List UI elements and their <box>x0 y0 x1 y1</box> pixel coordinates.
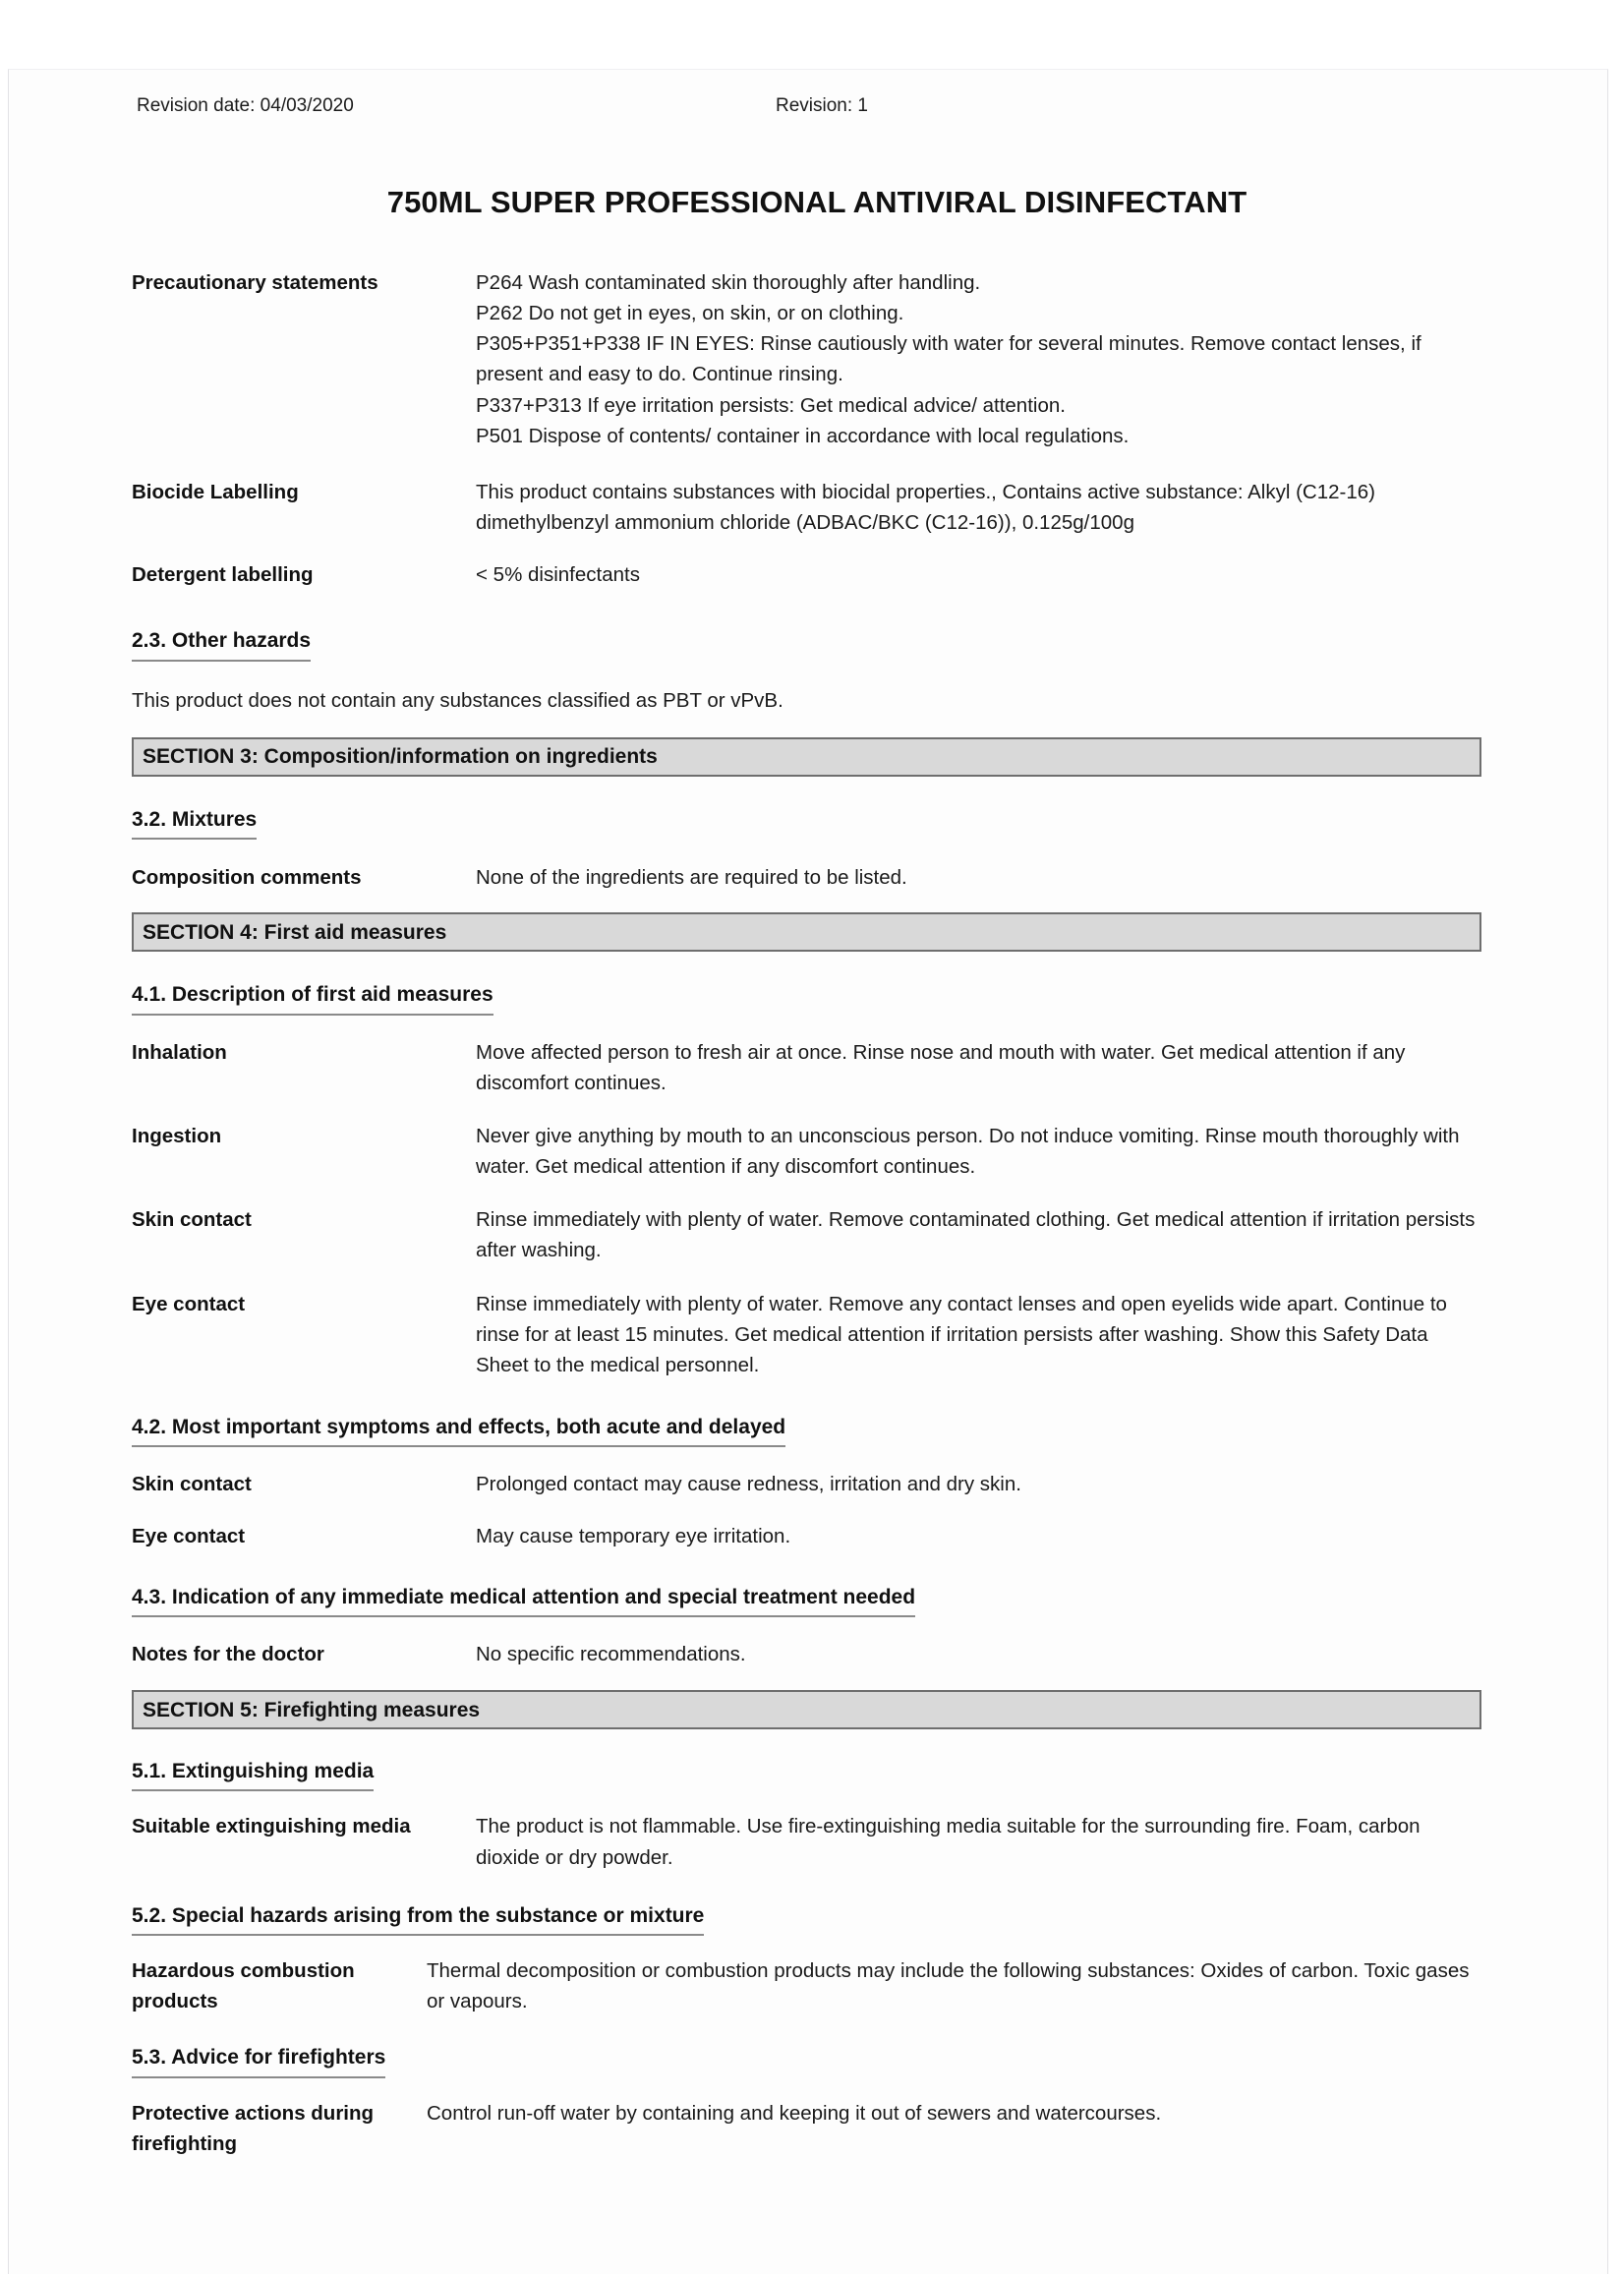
precautionary-line-3: P305+P351+P338 IF IN EYES: Rinse cautiously with water for several minutes. Remove contact lenses, if present and easy to do. Continue rinsing. <box>476 332 1421 386</box>
row-precautionary-statements <box>132 267 1484 451</box>
protective-actions-label: Protective actions during firefighting <box>132 2101 375 2155</box>
revision-date: Revision date: 04/03/2020 <box>137 95 354 116</box>
ingestion-label: Ingestion <box>132 1124 222 1147</box>
eye-contact-symptoms-value: May cause temporary eye irritation. <box>476 1525 791 1548</box>
row-hazardous-combustion-products <box>132 1955 1484 2016</box>
biocide-labelling-value: This product contains substances with biocidal properties., Contains active substance: Alkyl (C12-16) dimethylbenzyl ammonium chloride (ADBAC/BKC (C12-16)), 0.125g/100g <box>476 480 1375 535</box>
row-composition-comments <box>132 862 1484 893</box>
inhalation-label: Inhalation <box>132 1040 227 1064</box>
precautionary-statements-value <box>476 267 1484 451</box>
row-eye-contact-first-aid <box>132 1289 1484 1380</box>
subheading-special-hazards: 5.2. Special hazards arising from the substance or mixture <box>132 1902 704 1936</box>
subheading-mixtures: 3.2. Mixtures <box>132 806 257 840</box>
notes-for-doctor-label: Notes for the doctor <box>132 1642 324 1665</box>
row-suitable-extinguishing-media <box>132 1811 1484 1872</box>
subheading-3-2-wrap <box>132 777 1484 840</box>
subheading-4-1-wrap <box>132 952 1484 1015</box>
row-skin-contact-symptoms <box>132 1469 1484 1499</box>
detergent-labelling-label: Detergent labelling <box>132 563 314 587</box>
row-notes-for-doctor <box>132 1639 1484 1669</box>
running-header <box>132 70 1484 131</box>
row-protective-actions <box>132 2098 1484 2159</box>
row-detergent-labelling <box>132 559 1484 590</box>
row-biocide-labelling <box>132 477 1484 538</box>
suitable-extinguishing-media-value: The product is not flammable. Use fire-extinguishing media suitable for the surrounding fire. Foam, carbon dioxide or dry powder. <box>476 1815 1421 1869</box>
notes-for-doctor-value: No specific recommendations. <box>476 1642 746 1665</box>
subheading-extinguishing-media: 5.1. Extinguishing media <box>132 1758 374 1791</box>
row-ingestion <box>132 1121 1484 1182</box>
subheading-4-2-wrap <box>132 1380 1484 1447</box>
subheading-other-hazards: 2.3. Other hazards <box>132 627 311 661</box>
precautionary-line-5: P501 Dispose of contents/ container in accordance with local regulations. <box>476 424 1130 447</box>
skin-contact-value: Rinse immediately with plenty of water. Remove contaminated clothing. Get medical attention if irritation persists after washing. <box>476 1208 1476 1262</box>
eye-contact-value: Rinse immediately with plenty of water. Remove any contact lenses and open eyelids wide apart. Continue to rinse for at least 15 minutes. Get medical attention if irritation persists after washing. Show this Safety Data Sheet to the medical personnel. <box>476 1292 1447 1376</box>
precautionary-line-4: P337+P313 If eye irritation persists: Get medical advice/ attention. <box>476 393 1066 417</box>
subheading-most-important-symptoms: 4.2. Most important symptoms and effects, both acute and delayed <box>132 1414 785 1447</box>
eye-contact-label: Eye contact <box>132 1292 246 1315</box>
other-hazards-text: This product does not contain any substances classified as PBT or vPvB. <box>132 688 783 712</box>
skin-contact-symptoms-label: Skin contact <box>132 1473 252 1496</box>
inhalation-value: Move affected person to fresh air at once. Rinse nose and mouth with water. Get medical attention if any discomfort continues. <box>476 1040 1406 1094</box>
subheading-4-3-wrap <box>132 1552 1484 1617</box>
row-eye-contact-symptoms <box>132 1521 1484 1551</box>
subheading-description-first-aid: 4.1. Description of first aid measures <box>132 981 493 1015</box>
detergent-labelling-value: < 5% disinfectants <box>476 563 640 587</box>
eye-contact-symptoms-label: Eye contact <box>132 1525 246 1548</box>
revision-number: Revision: 1 <box>776 95 868 116</box>
hazardous-combustion-products-label: Hazardous combustion products <box>132 1958 355 2013</box>
skin-contact-label: Skin contact <box>132 1208 252 1232</box>
section-banner-3 <box>132 737 1481 777</box>
suitable-extinguishing-media-label: Suitable extinguishing media <box>132 1815 411 1838</box>
subheading-2-3-wrap <box>132 590 1484 661</box>
composition-comments-label: Composition comments <box>132 866 362 890</box>
composition-comments-value: None of the ingredients are required to be listed. <box>476 866 907 890</box>
ingestion-value: Never give anything by mouth to an unconscious person. Do not induce vomiting. Rinse mouth thoroughly with water. Get medical attention if any discomfort continues. <box>476 1124 1460 1179</box>
section-banner-5-title: SECTION 5: Firefighting measures <box>143 1698 481 1721</box>
skin-contact-symptoms-value: Prolonged contact may cause redness, irritation and dry skin. <box>476 1473 1021 1496</box>
subheading-5-3-wrap <box>132 2016 1484 2077</box>
page-title: 750ML SUPER PROFESSIONAL ANTIVIRAL DISINFECTANT <box>386 185 1247 219</box>
section-banner-3-title: SECTION 3: Composition/information on ingredients <box>143 745 658 769</box>
subheading-advice-firefighters: 5.3. Advice for firefighters <box>132 2044 385 2077</box>
subheading-5-2-wrap <box>132 1873 1484 1936</box>
precautionary-statements-label: Precautionary statements <box>132 271 378 294</box>
biocide-labelling-label: Biocide Labelling <box>132 480 299 503</box>
protective-actions-value: Control run-off water by containing and keeping it out of sewers and watercourses. <box>427 2101 1162 2125</box>
document-page <box>8 69 1608 2274</box>
subheading-5-1-wrap <box>132 1729 1484 1791</box>
row-skin-contact-first-aid <box>132 1204 1484 1265</box>
page-content <box>9 70 1607 2274</box>
section-banner-4 <box>132 912 1481 952</box>
row-inhalation <box>132 1037 1484 1098</box>
section-banner-4-title: SECTION 4: First aid measures <box>143 920 447 944</box>
precautionary-line-2: P262 Do not get in eyes, on skin, or on clothing. <box>476 302 904 325</box>
subheading-indication-medical-attention: 4.3. Indication of any immediate medical attention and special treatment needed <box>132 1584 915 1617</box>
precautionary-line-1: P264 Wash contaminated skin thoroughly after handling. <box>476 271 981 294</box>
section-banner-5 <box>132 1690 1481 1729</box>
hazardous-combustion-products-value: Thermal decomposition or combustion products may include the following substances: Oxides of carbon. Toxic gases or vapours. <box>427 1958 1470 2013</box>
